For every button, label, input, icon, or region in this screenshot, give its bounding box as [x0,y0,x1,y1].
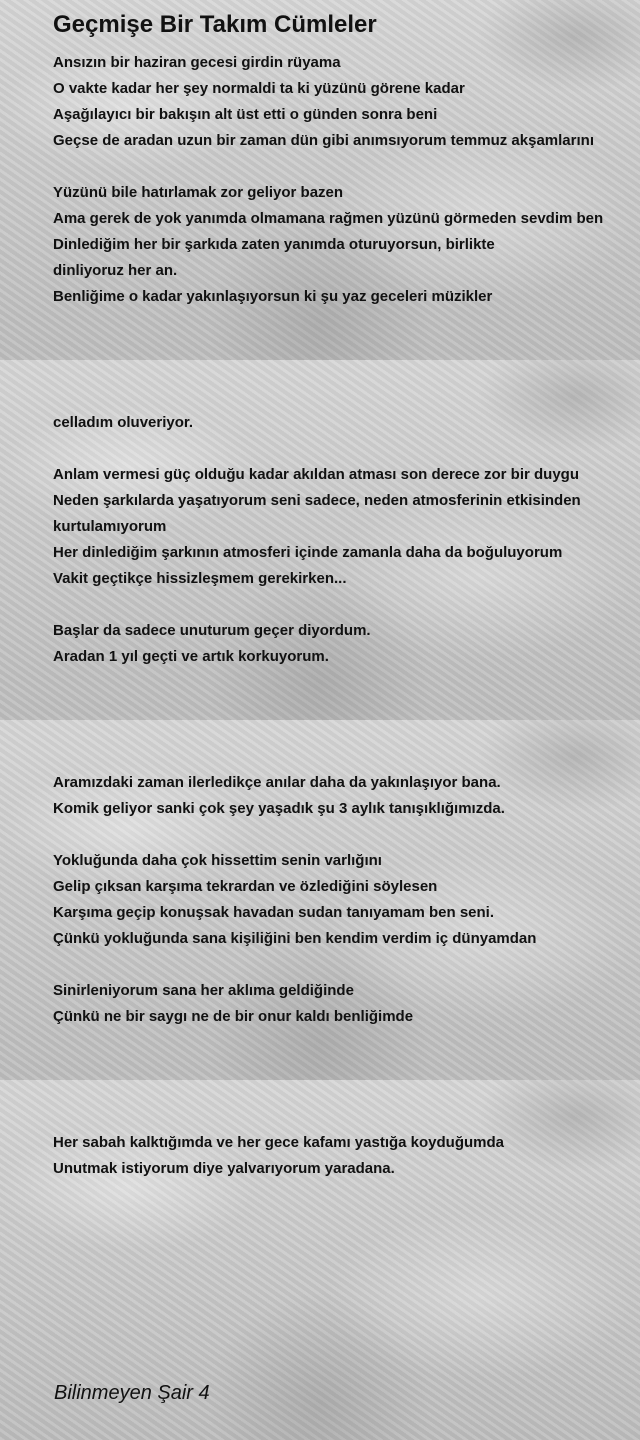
poem-author: Bilinmeyen Şair 4 [54,1382,210,1404]
poem-text-block-4: Her sabah kalktığımda ve her gece kafamı yastığa koyduğumda Unutmak istiyorum diye yalvarıyorum yaradana. [53,1134,505,1177]
poem-text-block-2: celladım oluveriyor. Anlam vermesi güç olduğu kadar akıldan atması son derece zor bir duygu Neden şarkılarda yaşatıyorum seni sadece, neden atmosferinin etkisinden kurtulamıyorum Her dinlediğim şarkının atmosferi içinde zamanla daha da boğuluyorum Vakit geçtikçe hissizleşmem gerekirken... Başlar da sadece unuturum geçer diyordum. Aradan 1 yıl geçti ve artık korkuyorum. [53,414,581,665]
poem-text-block-1: Ansızın bir haziran gecesi girdin rüyama O vakte kadar her şey normaldi ta ki yüzünü görene kadar Aşağılayıcı bir bakışın alt üst etti o günden sonra beni Geçse de aradan uzun bir zaman dün gibi anımsıyorum temmuz akşamlarını Yüzünü bile hatırlamak zor geliyor bazen Ama gerek de yok yanımda olmamana rağmen yüzünü görmeden sevdim ben Dinlediğim her bir şarkıda zaten yanımda oturuyorsun, birlikte dinliyoruz her an. Benliğime o kadar yakınlaşıyorsun ki şu yaz geceleri müzikler [53,54,604,305]
poem-text-block-3: Aramızdaki zaman ilerledikçe anılar daha da yakınlaşıyor bana. Komik geliyor sanki çok şey yaşadık şu 3 aylık tanışıklığımızda. Yokluğunda daha çok hissettim senin varlığını Gelip çıksan karşıma tekrardan ve özlediğini söylesen Karşıma geçip konuşsak havadan sudan tanıyamam ben seni. Çünkü yokluğunda sana kişiliğini ben kendim verdim iç dünyamdan Sinirleniyorum sana her aklıma geldiğinde Çünkü ne bir saygı ne de bir onur kaldı benliğimde [53,774,537,1025]
poem-title: Geçmişe Bir Takım Cümleler [53,11,377,38]
